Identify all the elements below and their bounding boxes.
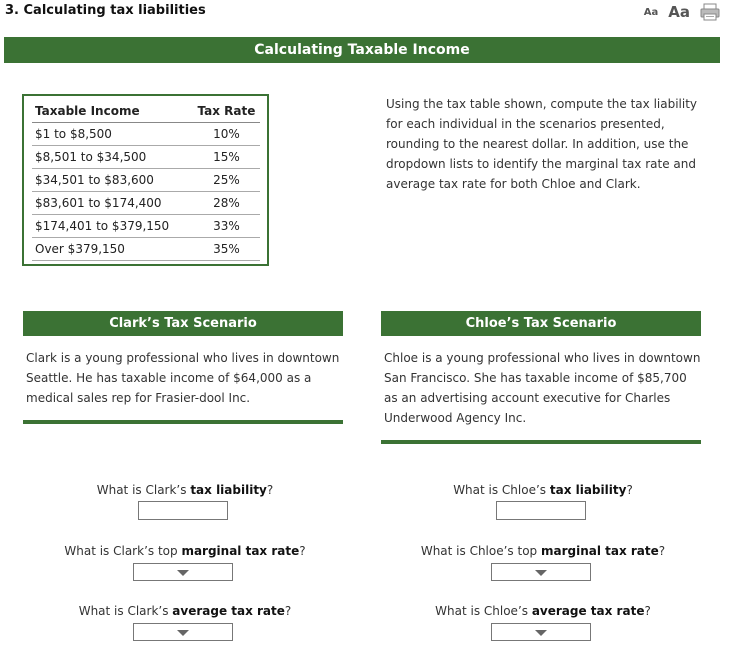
income-cell: $34,501 to $83,600 <box>32 168 190 191</box>
clark-average-rate-dropdown[interactable] <box>133 623 233 641</box>
chevron-down-icon <box>535 630 547 636</box>
question-text: ? <box>284 604 292 618</box>
question-text: What is Chloe’s <box>435 604 532 618</box>
decrease-font-button[interactable]: Aa <box>643 6 659 18</box>
question-text: ? <box>658 544 666 558</box>
question-text: What is Chloe’s <box>453 483 550 497</box>
clark-marginal-rate-dropdown[interactable] <box>133 563 233 581</box>
chloe-average-question <box>383 604 703 618</box>
rate-cell: 28% <box>190 191 260 214</box>
header-tax-rate: Tax Rate <box>190 100 260 122</box>
table-header-row <box>32 100 260 122</box>
question-text: ? <box>644 604 651 618</box>
table-row <box>32 237 260 260</box>
table-row <box>32 145 260 168</box>
chloe-marginal-question <box>383 544 703 558</box>
clark-divider <box>23 420 343 424</box>
rate-cell: 15% <box>190 145 260 168</box>
print-icon[interactable] <box>700 3 720 21</box>
rate-cell: 33% <box>190 214 260 237</box>
chloe-divider <box>381 440 701 444</box>
clark-average-question <box>25 604 345 618</box>
instructions-text: Using the tax table shown, compute the tax liability for each individual in the scenarios presented, rounding to the nearest dollar. In addition, use the dropdown lists to identify the marginal tax rate and average tax rate for both Chloe and Clark. <box>386 97 698 191</box>
clark-scenario-banner: Clark’s Tax Scenario <box>23 311 343 336</box>
income-cell: Over $379,150 <box>32 237 190 260</box>
question-text: What is Chloe’s top <box>420 544 541 558</box>
question-emphasis: tax liability <box>190 483 267 497</box>
chloe-liability-question <box>383 483 703 497</box>
increase-font-button[interactable]: Aa <box>668 3 690 21</box>
table-row <box>32 168 260 191</box>
rate-cell: 25% <box>190 168 260 191</box>
table-row <box>32 214 260 237</box>
question-emphasis: marginal tax rate <box>181 544 300 558</box>
chloe-tax-liability-input[interactable] <box>496 501 586 520</box>
clark-scenario-text: Clark is a young professional who lives in downtown Seattle. He has taxable income of $64,000 as a medical sales rep for Frasier-dool Inc. <box>26 351 340 405</box>
question-text: ? <box>299 544 306 558</box>
chloe-average-rate-dropdown[interactable] <box>491 623 591 641</box>
income-cell: $174,401 to $379,150 <box>32 214 190 237</box>
chloe-scenario-text: Chloe is a young professional who lives in downtown San Francisco. She has taxable income of $85,700 as an advertising account executive for Charles Underwood Agency Inc. <box>384 351 701 425</box>
clark-liability-question <box>25 483 345 497</box>
clark-tax-liability-input[interactable] <box>138 501 228 520</box>
question-text: What is Clark’s top <box>64 544 182 558</box>
question-text: What is Clark’s <box>78 604 173 618</box>
chloe-marginal-rate-dropdown[interactable] <box>491 563 591 581</box>
table-row <box>32 122 260 145</box>
question-emphasis: tax liability <box>549 483 627 497</box>
rate-cell: 35% <box>190 237 260 260</box>
income-cell: $1 to $8,500 <box>32 122 190 145</box>
toolbar <box>644 3 720 21</box>
tax-table <box>32 100 260 261</box>
clark-marginal-question <box>25 544 345 558</box>
question-text: ? <box>266 483 274 497</box>
question-title: 3. Calculating tax liabilities <box>5 3 206 18</box>
tax-table-box <box>22 94 269 266</box>
income-cell: $83,601 to $174,400 <box>32 191 190 214</box>
chevron-down-icon <box>535 570 547 576</box>
chevron-down-icon <box>177 630 189 636</box>
chevron-down-icon <box>177 570 189 576</box>
question-emphasis: average tax rate <box>172 604 285 618</box>
question-text: What is Clark’s <box>96 483 191 497</box>
question-emphasis: marginal tax rate <box>540 544 659 558</box>
income-cell: $8,501 to $34,500 <box>32 145 190 168</box>
main-banner: Calculating Taxable Income <box>4 37 720 63</box>
question-emphasis: average tax rate <box>531 604 645 618</box>
question-text: ? <box>626 483 633 497</box>
chloe-scenario-banner: Chloe’s Tax Scenario <box>381 311 701 336</box>
header-taxable-income: Taxable Income <box>32 100 190 122</box>
table-row <box>32 191 260 214</box>
rate-cell: 10% <box>190 122 260 145</box>
